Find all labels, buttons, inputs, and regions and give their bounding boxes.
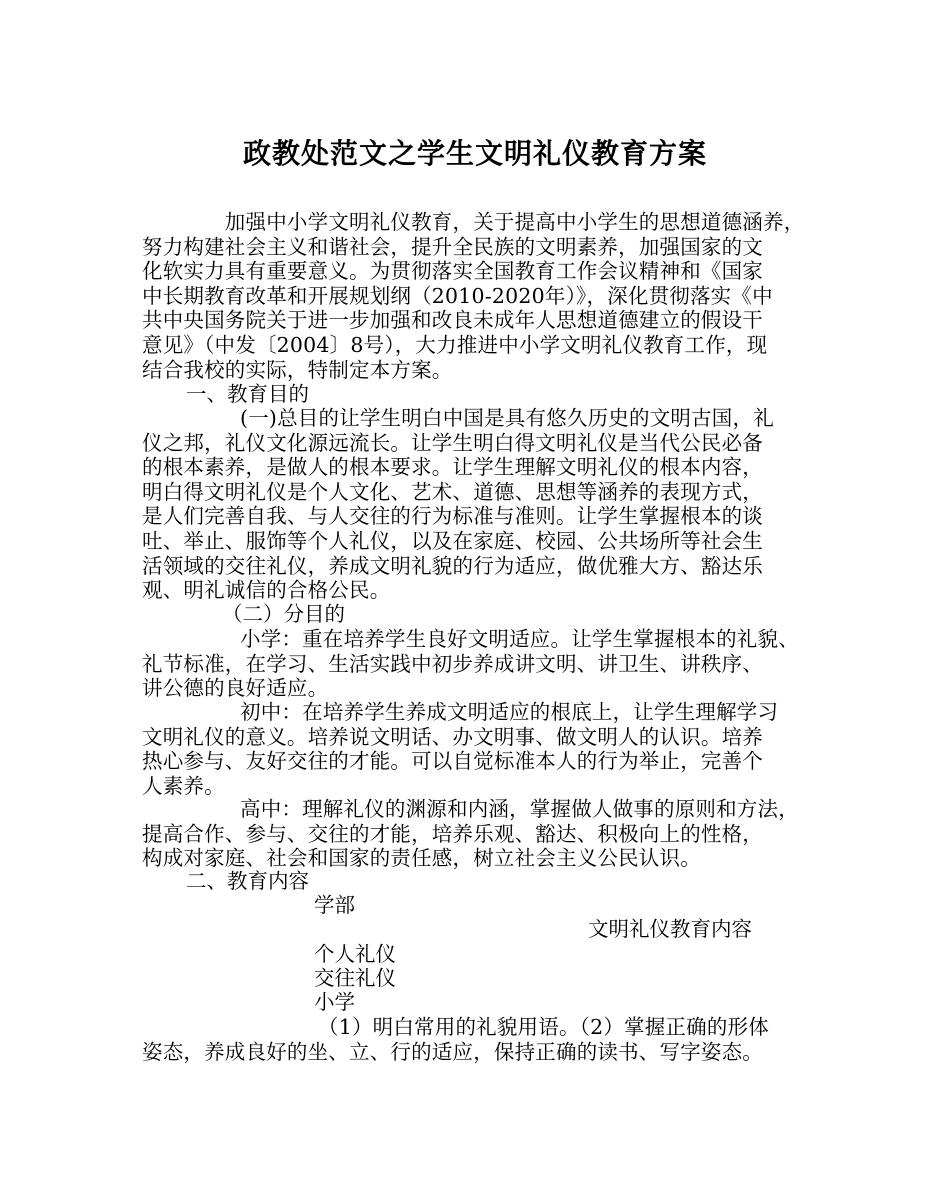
senior-line: 提高合作、参与、交往的才能，培养乐观、豁达、积极向上的性格，: [142, 821, 763, 846]
goal-line: 是人们完善自我、与人交往的行为标准与准则。让学生掌握根本的谈: [142, 504, 763, 529]
intro-line: 共中央国务院关于进一步加强和改良未成年人思想道德建立的假设干: [142, 308, 763, 333]
intro-line: 意见》（中发〔2004〕8号），大力推进中小学文明礼仪教育工作，现: [142, 332, 768, 357]
document-title: 政教处范文之学生文明礼仪教育方案: [242, 137, 707, 170]
table-row-label-personal: 个人礼仪: [314, 942, 396, 966]
intro-line: 中长期教育改革和开展规划纲（2010-2020年）》，深化贯彻落实《中: [142, 283, 773, 308]
junior-line: 初中：在培养学生养成文明适应的根底上，让学生理解学习: [240, 700, 779, 724]
goal-line: 明白得文明礼仪是个人文化、艺术、道德、思想等涵养的表现方式，: [142, 479, 763, 504]
table-row-label-primary: 小学: [314, 990, 355, 1014]
senior-goal-paragraph: [142, 797, 832, 871]
content-line: （1）明白常用的礼貌用语。（2）掌握正确的形体: [318, 1015, 769, 1039]
senior-line: 高中：理解礼仪的渊源和内涵，掌握做人做事的原则和方法，: [240, 797, 799, 821]
primary-line: 讲公德的良好适应。: [142, 676, 329, 701]
primary-line: 小学：重在培养学生良好文明适应。让学生掌握根本的礼貌、: [240, 627, 799, 651]
section-heading-goals: 一、教育目的: [186, 382, 309, 406]
goal-line: 活领域的交往礼仪，养成文明礼貌的行为适应，做优雅大方、豁达乐: [142, 553, 763, 578]
primary-goal-paragraph: [142, 627, 832, 701]
goal-line: 仪之邦，礼仪文化源远流长。让学生明白得文明礼仪是当代公民必备: [142, 430, 763, 455]
intro-line: 努力构建社会主义和谐社会，提升全民族的文明素养，加强国家的文: [142, 234, 763, 259]
goal-line: 的根本素养，是做人的根本要求。让学生理解文明礼仪的根本内容，: [142, 455, 763, 480]
section-heading-content: 二、教育内容: [186, 869, 309, 893]
goal-line: (一)总目的让学生明白中国是具有悠久历史的文明古国，礼: [240, 406, 774, 430]
senior-line: 构成对家庭、社会和国家的责任感，树立社会主义公民认识。: [142, 846, 701, 871]
intro-line: 结合我校的实际，特制定本方案。: [142, 357, 453, 382]
subgoal-heading: （二）分目的: [222, 602, 345, 626]
goal-line: 吐、举止、服饰等个人礼仪，以及在家庭、校园、公共场所等社会生: [142, 528, 763, 553]
junior-line: 热心参与、友好交往的才能。可以自觉标准本人的行为举止，完善个: [142, 749, 763, 774]
goal-line: 观、明礼诚信的合格公民。: [142, 578, 391, 603]
table-row-label-social: 交往礼仪: [314, 966, 396, 990]
primary-content-paragraph: [142, 1015, 832, 1064]
table-header-content: 文明礼仪教育内容: [588, 917, 752, 941]
junior-goal-paragraph: [142, 700, 832, 798]
intro-line: 加强中小学文明礼仪教育，关于提高中小学生的思想道德涵养，: [142, 210, 805, 234]
junior-line: 人素养。: [142, 773, 225, 798]
content-line: 姿态，养成良好的坐、立、行的适应，保持正确的读书、写字姿态。: [142, 1039, 763, 1064]
primary-line: 礼节标准，在学习、生活实践中初步养成讲文明、讲卫生、讲秩序、: [142, 651, 763, 676]
table-header-division: 学部: [314, 893, 355, 917]
intro-paragraph: [142, 210, 832, 382]
junior-line: 文明礼仪的意义。培养说文明话、办文明事、做文明人的认识。培养: [142, 724, 763, 749]
intro-line: 化软实力具有重要意义。为贯彻落实全国教育工作会议精神和《国家: [142, 259, 763, 284]
general-goal-paragraph: [142, 406, 832, 603]
